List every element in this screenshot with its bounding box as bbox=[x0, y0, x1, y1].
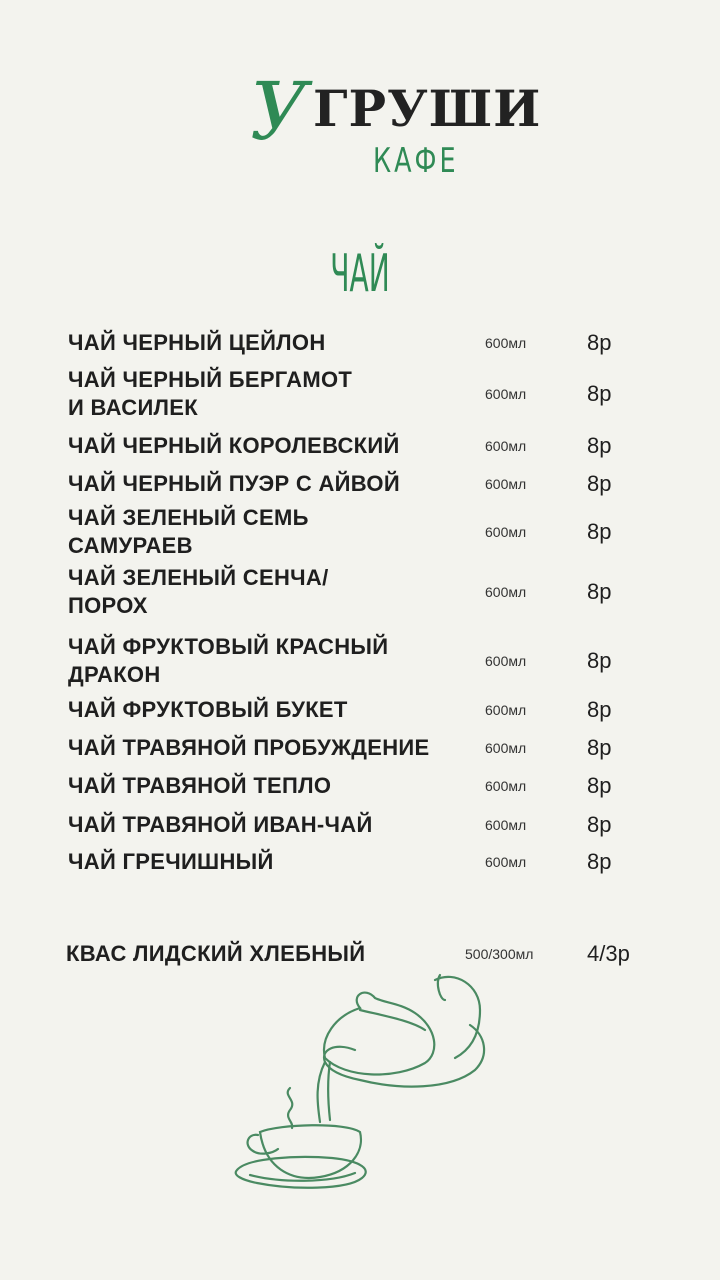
item-name: ЧАЙ ЧЕРНЫЙ ПУЭР С АЙВОЙ bbox=[68, 471, 400, 496]
item-price: 8р bbox=[587, 735, 612, 760]
item-price: 8р bbox=[587, 849, 612, 874]
logo-name: ГРУШИ bbox=[313, 79, 542, 138]
item-name: ЧАЙ ТРАВЯНОЙ ТЕПЛО bbox=[68, 773, 332, 798]
cafe-logo bbox=[245, 65, 542, 192]
logo-subtitle: КАФЕ bbox=[373, 141, 459, 181]
item-price: 8р bbox=[587, 697, 612, 722]
item-price: 8р bbox=[587, 773, 612, 798]
item-name: ЧАЙ ЧЕРНЫЙ ЦЕЙЛОН bbox=[68, 330, 326, 355]
item-price: 8р bbox=[587, 471, 612, 496]
item-volume: 600мл bbox=[485, 778, 527, 794]
item-volume: 600мл bbox=[485, 476, 527, 492]
item-name: ЧАЙ ФРУКТОВЫЙ БУКЕТ bbox=[68, 697, 348, 722]
logo-letter: У bbox=[250, 65, 308, 158]
item-volume: 600мл bbox=[485, 817, 527, 833]
item-name: ЧАЙ ЗЕЛЕНЫЙ СЕМЬ САМУРАЕВ bbox=[68, 505, 309, 558]
section-title: ЧАЙ bbox=[330, 244, 390, 304]
item-price: 4/3р bbox=[587, 941, 630, 966]
item-name: ЧАЙ ЧЕРНЫЙ БЕРГАМОТ И ВАСИЛЕК bbox=[68, 367, 353, 420]
item-price: 8р bbox=[587, 330, 612, 355]
item-volume: 600мл bbox=[485, 702, 527, 718]
item-volume: 600мл bbox=[485, 386, 527, 402]
item-name: ЧАЙ ФРУКТОВЫЙ КРАСНЫЙ ДРАКОН bbox=[68, 634, 389, 687]
teapot-illustration bbox=[225, 970, 505, 1210]
item-name: ЧАЙ ЗЕЛЕНЫЙ СЕНЧА/ ПОРОХ bbox=[68, 565, 329, 618]
item-volume: 600мл bbox=[485, 438, 527, 454]
item-volume: 600мл bbox=[485, 584, 527, 600]
item-volume: 600мл bbox=[485, 653, 527, 669]
item-name: ЧАЙ ГРЕЧИШНЫЙ bbox=[68, 849, 274, 874]
item-price: 8р bbox=[587, 648, 612, 673]
item-volume: 600мл bbox=[485, 335, 527, 351]
item-name: ЧАЙ ЧЕРНЫЙ КОРОЛЕВСКИЙ bbox=[68, 433, 400, 458]
item-price: 8р bbox=[587, 433, 612, 458]
item-volume: 500/300мл bbox=[465, 946, 534, 962]
item-price: 8р bbox=[587, 579, 612, 604]
item-volume: 600мл bbox=[485, 854, 527, 870]
item-price: 8р bbox=[587, 812, 612, 837]
item-price: 8р bbox=[587, 519, 612, 544]
item-price: 8р bbox=[587, 381, 612, 406]
item-name: ЧАЙ ТРАВЯНОЙ ПРОБУЖДЕНИЕ bbox=[68, 735, 430, 760]
item-volume: 600мл bbox=[485, 524, 527, 540]
item-volume: 600мл bbox=[485, 740, 527, 756]
item-name: ЧАЙ ТРАВЯНОЙ ИВАН-ЧАЙ bbox=[68, 812, 373, 837]
item-name: КВАС ЛИДСКИЙ ХЛЕБНЫЙ bbox=[66, 941, 366, 966]
